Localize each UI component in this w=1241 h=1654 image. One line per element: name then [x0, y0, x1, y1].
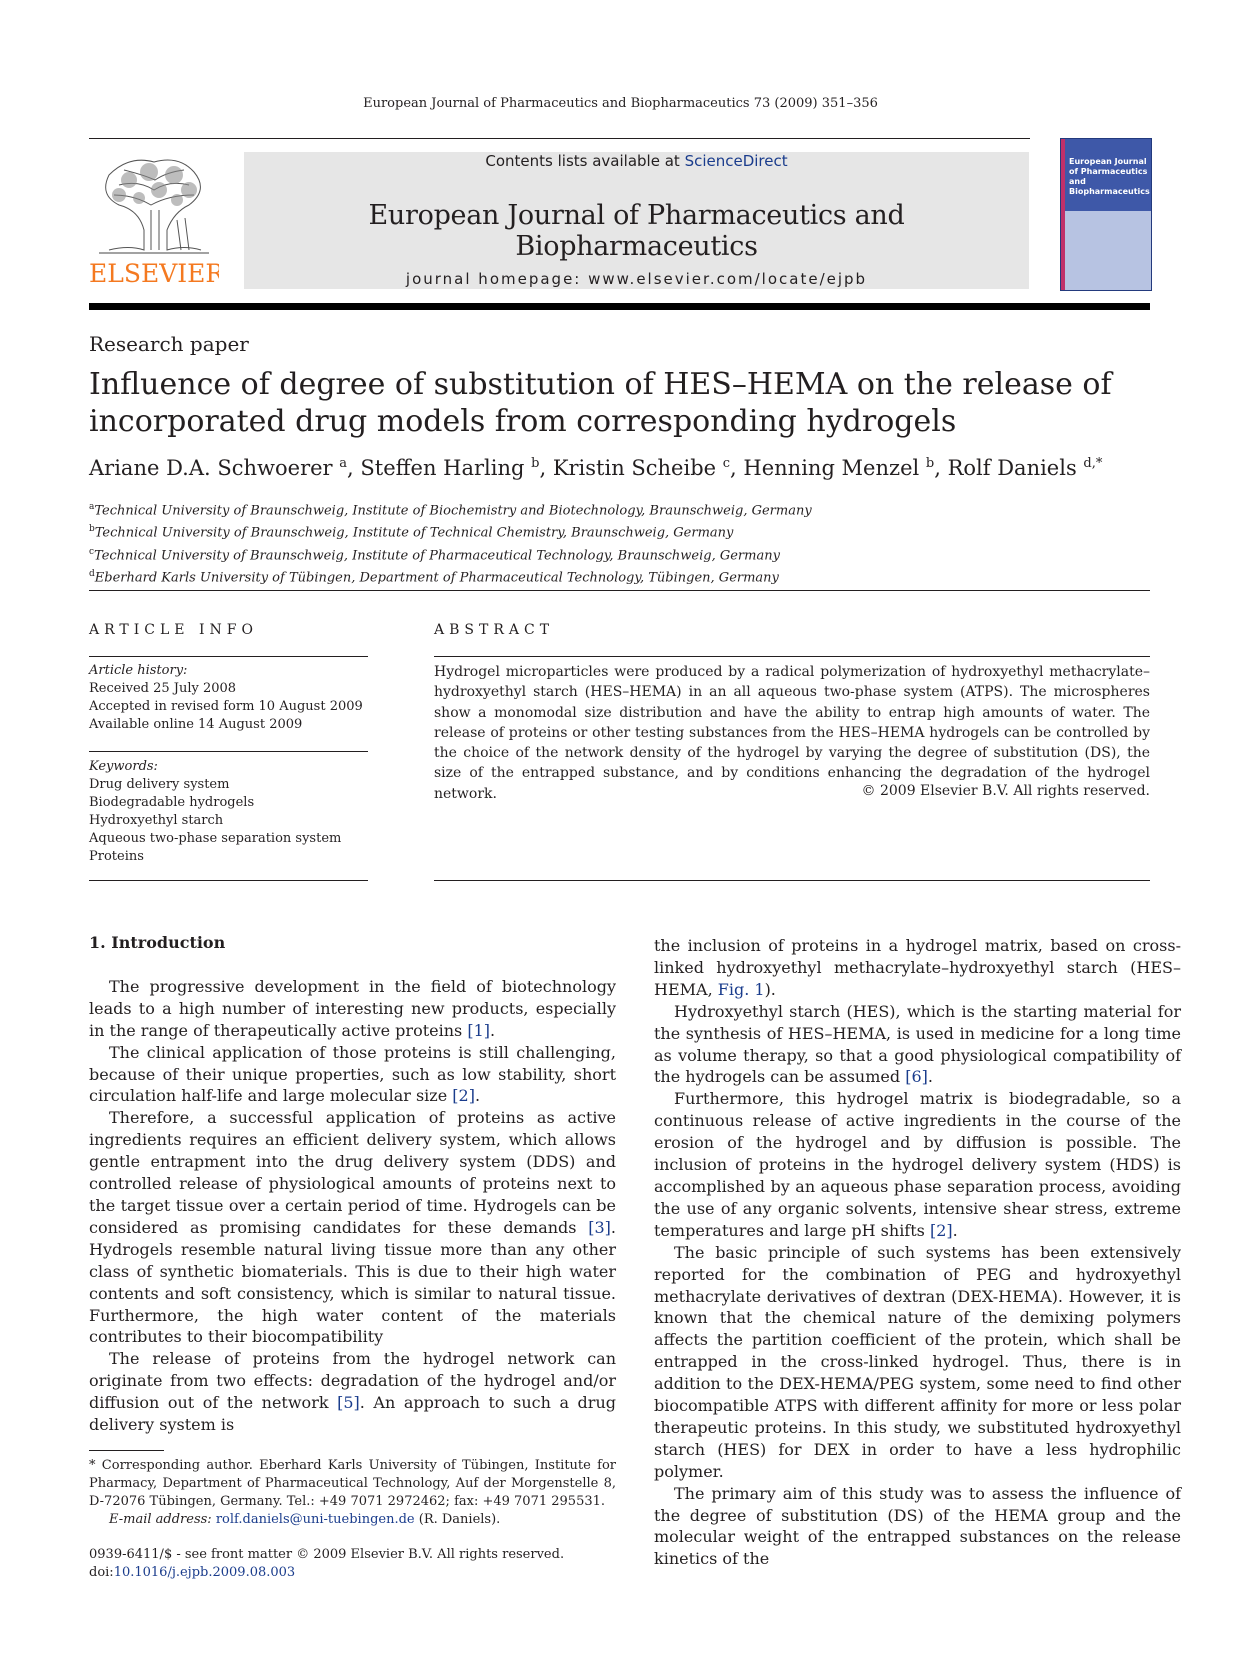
author-affiliation-mark: a [339, 456, 348, 471]
article-history [89, 662, 363, 734]
footnote-rule [89, 1450, 164, 1451]
author-name: Kristin Scheibe [552, 456, 723, 480]
footnote-email-line [89, 1511, 616, 1529]
author-affiliation-mark: c [722, 456, 731, 471]
keyword: Proteins [89, 849, 144, 864]
body-paragraph: the inclusion of proteins in a hydrogel matrix, based on cross-linked hydroxyethyl methacrylate–hydroxyethyl starch (HES–HEMA, Fig. 1). [654, 936, 1181, 999]
affiliation [89, 520, 812, 542]
body-paragraph: Therefore, a successful application of proteins as active ingredients requires an efficient delivery system, which allows gentle entrapment into the drug delivery system (DDS) and controlled release of physiological amounts of proteins next to the target tissue over a certain period of time. Hydrogels can be considered as promising candidates for these demands [3]. Hydrogels resemble natural living tissue more than any other class of synthetic biomaterials. This is due to their high water contents and soft consistency, which is similar to natural tissue. Furthermore, the high water content of the materials contributes to their biocompatibility [89, 1108, 616, 1347]
page-bottom-info [89, 1546, 564, 1582]
affiliation-list [89, 498, 812, 587]
publisher-name: ELSEVIER [89, 259, 219, 288]
affiliation [89, 498, 812, 520]
keyword: Hydroxyethyl starch [89, 813, 224, 828]
citation-link[interactable]: [2] [452, 1086, 475, 1106]
article-info-bottom-rule [89, 880, 368, 881]
abstract-text: Hydrogel microparticles were produced by a radical polymerization of hydroxyethyl methacrylate–hydroxyethyl starch (HES–HEMA) in an all aqueous two-phase system (ATPS). The microspheres show a monomodal size distribution and have the ability to entrap high amounts of water. The release of proteins or other testing substances from the HES–HEMA hydrogels can be controlled by the choice of the network density of the hydrogel by varying the degree of substitution (DS), the size of the entrapped substance, and by conditions enhancing the degradation of the hydrogel network. [434, 664, 1150, 802]
author-name: Ariane D.A. Schwoerer [89, 456, 340, 480]
body-paragraph: Furthermore, this hydrogel matrix is biodegradable, so a continuous release of active ingredients in the course of the erosion of the hydrogel and by diffusion is possible. The inclusion of proteins in the hydrogel delivery system (HDS) is accomplished by an aqueous phase separation process, avoiding the use of any organic solvents, intensive shear stress, extreme temperatures and large pH shifts [2]. [654, 1089, 1181, 1240]
email-suffix: (R. Daniels). [418, 1512, 501, 1527]
history-received: Received 25 July 2008 [89, 681, 237, 696]
history-online: Available online 14 August 2009 [89, 717, 303, 732]
doi-prefix: doi: [89, 1565, 114, 1580]
abstract-rule [434, 656, 1150, 657]
cover-stripe [1061, 139, 1065, 290]
doi-line [89, 1564, 564, 1582]
body-paragraph: The clinical application of those proteins is still challenging, because of their unique properties, such as low stability, short circulation half-life and large molecular size [2]. [89, 1042, 616, 1106]
doi-link[interactable]: 10.1016/j.ejpb.2009.08.003 [113, 1565, 296, 1580]
citation-link[interactable]: [3] [588, 1217, 611, 1237]
elsevier-tree-icon [89, 150, 219, 290]
journal-banner [244, 152, 1029, 289]
article-type: Research paper [89, 332, 249, 356]
author-name: Steffen Harling [360, 456, 532, 480]
citation-link[interactable]: [2] [929, 1220, 953, 1240]
citation-link[interactable]: [6] [905, 1067, 928, 1087]
abstract-bottom-rule [434, 880, 1150, 881]
section-heading: 1. Introduction [89, 933, 226, 952]
keyword: Biodegradable hydrogels [89, 795, 255, 810]
keywords-rule [89, 751, 368, 752]
body-paragraph: The progressive development in the field of biotechnology leads to a high number of interesting new products, especially in the range of therapeutically active proteins [1]. [89, 976, 616, 1040]
article-title: Influence of degree of substitution of HES–HEMA on the release of incorporated drug models from corresponding hydrogels [89, 367, 1112, 439]
author-affiliation-mark: b [925, 456, 935, 471]
body-paragraph: The primary aim of this study was to assess the influence of the degree of substitution (DS) of the HEMA group and the molecular weight of the entrapped substances on the release kinetics of the [654, 1483, 1181, 1569]
header-rule [89, 138, 1030, 139]
affiliation [89, 543, 812, 565]
affiliation-mark: c [89, 546, 95, 557]
elsevier-logo[interactable] [89, 150, 219, 290]
body-column-left [89, 932, 616, 1436]
contents-prefix: Contents lists available at [485, 152, 680, 170]
keywords-block [89, 758, 341, 866]
article-info-rule [89, 656, 368, 657]
cover-title: European Journal of Pharmaceutics and Biopharmaceutics [1069, 157, 1150, 196]
affiliation-text: Technical University of Braunschweig, Institute of Biochemistry and Biotechnology, Braunschweig, Germany [94, 503, 812, 519]
affiliation [89, 565, 812, 587]
author-name: Henning Menzel [743, 456, 926, 480]
affiliation-mark: b [89, 524, 95, 535]
author-affiliation-mark: d,* [1083, 456, 1103, 471]
body-paragraph: Hydroxyethyl starch (HES), which is the starting material for the synthesis of HES–HEMA, is used in medicine for a long time as volume therapy, so that a good physiological compatibility of the hydrogels can be assumed [6]. [654, 1001, 1181, 1087]
abstract-heading: ABSTRACT [434, 622, 555, 638]
affiliation-text: Eberhard Karls University of Tübingen, Department of Pharmaceutical Technology, Tübingen, Germany [94, 570, 779, 586]
keyword: Aqueous two-phase separation system [89, 831, 342, 846]
journal-cover-image[interactable] [1060, 138, 1152, 291]
cover-lower-panel [1061, 211, 1151, 290]
journal-title: European Journal of Pharmaceutics and Biopharmaceutics [368, 200, 905, 262]
body-paragraph: The basic principle of such systems has been extensively reported for the combination of PEG and hydroxyethyl methacrylate derivatives of dextran (DEX-HEMA). However, it is known that the chemical nature of the demixing polymers affects the partition coefficient of the protein, which shall be entrapped in the cross-linked hydrogel. Thus, there is in addition to the DEX-HEMA/PEG system, some need to find other biocompatible ATPS with different affinity for more or less polar therapeutic proteins. In this study, we substituted hydroxyethyl starch (HES) for DEX in order to have a less hydrophilic polymer. [654, 1242, 1181, 1481]
header-thick-rule [89, 303, 1150, 310]
front-matter: 0939-6411/$ - see front matter © 2009 Elsevier B.V. All rights reserved. [89, 1547, 565, 1562]
corresponding-author-footnote [89, 1457, 616, 1529]
article-info-heading: ARTICLE INFO [89, 622, 258, 638]
abstract-copyright: © 2009 Elsevier B.V. All rights reserved. [861, 783, 1150, 799]
author-list: Ariane D.A. Schwoerer $^a$, Steffen Harling $^b$, Kristin Scheibe $^c$, Henning Menzel $^b$, Rolf Daniels $^{d,*}$ [89, 456, 1103, 480]
journal-homepage[interactable]: journal homepage: www.elsevier.com/locate/ejpb [405, 270, 868, 288]
keyword: Drug delivery system [89, 777, 230, 792]
author-affiliation-mark: b [531, 456, 540, 471]
affiliation-text: Technical University of Braunschweig, Institute of Pharmaceutical Technology, Braunschweig, Germany [94, 547, 780, 563]
sciencedirect-link[interactable]: ScienceDirect [684, 152, 788, 170]
contents-line [244, 152, 1029, 170]
journal-citation: European Journal of Pharmaceutics and Biopharmaceutics 73 (2009) 351–356 [363, 96, 878, 111]
history-label: Article history: [89, 663, 188, 678]
footnote-text: * Corresponding author. Eberhard Karls University of Tübingen, Institute for Pharmacy, Department of Pharmaceutical Technology, Auf der Morgenstelle 8, D-72076 Tübingen, Germany. Tel.: +49 7071 2972462; fax: +49 7071 295531. [89, 1458, 616, 1509]
citation-link[interactable]: [1] [467, 1020, 490, 1040]
citation-link[interactable]: [5] [337, 1393, 360, 1413]
citation-link[interactable]: Fig. 1 [717, 979, 765, 999]
author-name: Rolf Daniels [947, 456, 1084, 480]
info-rule [89, 590, 1150, 591]
keywords-label: Keywords: [89, 759, 158, 774]
email-link[interactable]: rolf.daniels@uni-tuebingen.de [215, 1512, 415, 1527]
affiliation-mark: d [89, 568, 95, 579]
body-paragraph: The release of proteins from the hydrogel network can originate from two effects: degradation of the hydrogel and/or diffusion out of the network [5]. An approach to such a drug delivery system is [89, 1349, 616, 1435]
affiliation-text: Technical University of Braunschweig, Institute of Technical Chemistry, Braunschweig, Germany [94, 525, 734, 541]
affiliation-mark: a [89, 502, 95, 512]
body-column-right [654, 935, 1181, 1570]
history-accepted: Accepted in revised form 10 August 2009 [89, 699, 363, 714]
email-label: E-mail address: [109, 1512, 212, 1527]
